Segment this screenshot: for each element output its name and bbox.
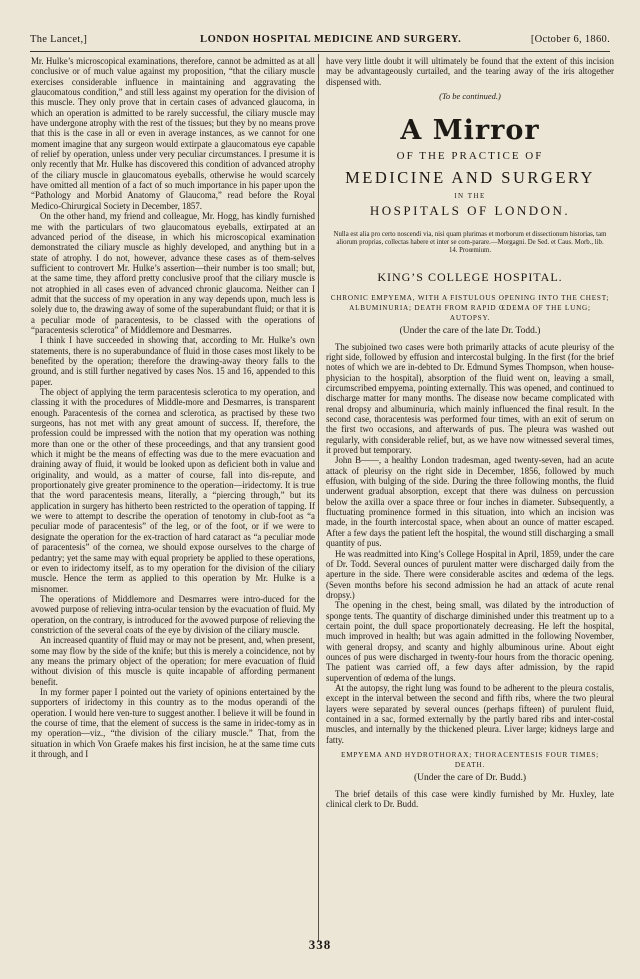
body-paragraph: I think I have succeeded in showing that, according to Mr. Hulke’s own statements, there is no superabundance of fluid in those cases most likely to be benefited by the operation; therefore the drawing-away theory falls to the ground, and is still further negatived by cases Nos. 15 and 16, appended to this paper.	[31, 335, 315, 387]
case-heading: EMPYEMA AND HYDROTHORAX; THORACENTESIS FOUR TIMES; DEATH.	[341, 751, 599, 770]
mirror-subtitle: OF THE PRACTICE OF	[396, 150, 544, 163]
header-date: [October 6, 1860.	[530, 34, 610, 45]
body-paragraph: An increased quantity of fluid may or may not be present, and, when present, some may flow by the side of the knife; but this is merely a coincidence, not by any means the primary object of the operation; for mere evacuation of fluid without division of this muscle is quite incapable of affording permanent benefit.	[31, 635, 315, 687]
case-heading: CHRONIC EMPYEMA, WITH A FISTULOUS OPENING INTO THE CHEST; ALBUMINURIA; DEATH FROM RAPID ŒDEMA OF THE LUNG; AUTOPSY.	[330, 293, 610, 322]
body-paragraph: The brief details of this case were kindly furnished by Mr. Huxley, late clinical clerk to Dr. Budd.	[326, 789, 614, 810]
mirror-hospitals: HOSPITALS OF LONDON.	[369, 203, 571, 219]
body-paragraph: The operations of Middlemore and Desmarres were intro-duced for the avowed purpose of relieving intra-ocular tension by the evacuation of fluid. My operation, on the contrary, is introduced for the avowed purpose of relieving the constriction of the several coats of the eye by division of the ciliary muscle.	[31, 593, 315, 635]
header-journal: The Lancet,]	[30, 34, 88, 45]
case-care-line: (Under the care of the late Dr. Todd.)	[399, 325, 541, 336]
body-paragraph: On the other hand, my friend and colleague, Mr. Hogg, has kindly furnished me with the particulars of two glaucomatous eyeballs, extirpated at an advanced period of the disease, in which his microscopical examination demonstrated the ciliary muscle as highly developed, and anything but in a state of atrophy. I do not, however, advance these cases as of them-selves sufficient to controvert Mr. Hulke’s assertion—their number is too small; but, at the same time, they afford pretty conclusive proof that the ciliary muscle is not atrophied in all cases even of advanced chronic glaucoma. Neither can I admit that the success of my operation in any way depends upon, much less is solely due to, the drawing away of some of the superabundant fluid; or that it is a peculiar mode of paracentesis, to be classed with the operations of “paracentesis sclerotica” of Middlemore and Desmarres.	[31, 211, 315, 335]
body-paragraph: The object of applying the term paracentesis sclerotica to my operation, and classing it with the procedures of Middle-more and Desmarres, is transparent enough. Paracentesis of the cornea and sclerotica, as practised by these two surgeons, has not met with any great amount of success. If, therefore, the profession could be impressed with the notion that my operation was nothing more than one or the other of these proceedings, and that any transient good which it might be the means of effecting was due to the mere evacuation and draining away of fluid, it would be looked upon as deficient both in value and originality, and would, as a matter of course, fall into dis-repute, and proportionately give greater prominence to the operation—iridectomy. It is true that the word paracentesis means, literally, a “piercing through,” but its application in surgery has hitherto been restricted to the operation of tapping. If we were to attempt to describe the operation of tenotomy in club-foot as “a peculiar mode of paracentesis” of the leg, or of the foot, or if we were to designate the operation for the ex-traction of hard cataract as “a peculiar mode of paracentesis” of the cornea, we should expose ourselves to the charge of pedantry; yet the same may with equal propriety be applied to these operations, or even to iridectomy itself, as to my operation for the division of the ciliary muscle. Hence the term as applied to this operation by Mr. Hulke is a misnomer.	[31, 387, 315, 594]
right-column	[326, 56, 614, 936]
body-paragraph: In my former paper I pointed out the variety of opinions entertained by the supporters of iridectomy in this country as to the modus operandi of the operation. I would here ven-ture to suggest another. I believe it will be found in the course of time, that the element of success is the same in iridec-tomy as in my operation—viz., “the division of the ciliary muscle.” That, from the situation in which Von Graefe makes his first incision, he at the same time cuts it through, and I	[31, 686, 315, 760]
body-paragraph: Mr. Hulke’s microscopical examinations, therefore, cannot be admitted as at all conclusive or of much value against my proposition, “that the ciliary muscle exercises considerable influence in maintaining and aggravating the glaucomatous condition,” and still less against my operation for the division of this muscle. They only prove that in certain cases of advanced glaucoma, in which an operation is admitted to be rarely successful, the ciliary muscle may have undergone atrophy with the rest of the tissues; but they by no means prove that this is the case in all or even in average instances, as we cannot for one moment imagine that any surgeon would extirpate a glaucomatous eye capable of relief by operation, unless under very peculiar circumstances. I presume it is only recently that Mr. Hulke has discovered this condition of advanced atrophy of the ciliary muscle in glaucomatous eyeballs, otherwise he would scarcely have omitted all mention of a fact of so much importance in his paper upon the “Pathology and Morbid Anatomy of Glaucoma,” read before the Royal Medico-Chirurgical Society in December, 1857.	[31, 56, 315, 211]
header-rule	[30, 51, 610, 52]
body-paragraph: The opening in the chest, being small, was dilated by the introduction of sponge tents. The quantity of discharge diminished under this treatment up to a certain point, the dull space proportionately decreasing. He left the hospital, much improved in health; but was again admitted in the following November, with general dropsy, and scanty and highly albuminous urine. About eight ounces of pus were discharged in twenty-four hours from the thoracic opening. The patient was carried off, a few days after admission, by the rapid supervention of œdema of the lungs.	[326, 600, 614, 683]
case-care-line: (Under the care of Dr. Budd.)	[413, 773, 527, 784]
to-be-continued: (To be continued.)	[439, 91, 501, 102]
column-divider	[318, 54, 319, 942]
left-column	[31, 56, 315, 936]
body-paragraph: have very little doubt it will ultimately be found that the extent of this incision may be advantageously curtailed, and the tearing away of the iris altogether dispensed with.	[326, 56, 614, 87]
mirror-medicine-surgery: MEDICINE AND SURGERY	[345, 168, 595, 188]
page-number: 338	[308, 937, 332, 952]
hospital-heading: KING’S COLLEGE HOSPITAL.	[377, 269, 563, 284]
body-paragraph: He was readmitted into King’s College Hospital in April, 1859, under the care of Dr. Todd. Several ounces of purulent matter were discharged daily from the aperture in the side. There were considerable ascites and œdema of the legs. (Seven months before his second admission he had an attack of acute renal dropsy.)	[326, 548, 614, 600]
mirror-title: A Mirror	[400, 115, 540, 147]
mirror-in-the: IN THE	[454, 192, 486, 201]
body-paragraph: At the autopsy, the right lung was found to be adherent to the pleura costalis, except in the interval between the second and fifth ribs, where the two pleural layers were separated by several ounces (perhaps fifteen) of purulent fluid, contained in a sac, formed externally by the partly bared ribs and inter-costal muscles, and internally by the thickened pleura. Liver large; kidneys large and fatty.	[326, 682, 614, 745]
latin-epigraph: Nulla est alia pro certo noscendi via, nisi quam plurimas et morborum et dissectionum historias, tam aliorum proprias, collectas habere et inter se com-parare.—Morgagni. De Sed. et Caus. Morb., lib. 14. Proœmium.	[333, 231, 607, 255]
header-section-title: LONDON HOSPITAL MEDICINE AND SURGERY.	[200, 34, 462, 45]
body-paragraph: The subjoined two cases were both primarily attacks of acute pleurisy of the right side, followed by effusion and intercostal bulging. In the first (for the brief notes of which we are in-debted to Dr. Edmund Symes Thompson, when house-physician to the hospital), absorption of the fluid went on, leaving a small, circumscribed empyema, pointing externally. This was opened, and continued to discharge matter for many months. The disease now became complicated with renal dropsy and albuminuria, which mainly influenced the final result. In the second case, thoracentesis was performed four times, with an exit of serum on the first two occasions, and afterwards of pus. The pleura was washed out regularly, with considerable relief, but, as we have now witnessed several times, it proved but temporary.	[326, 341, 614, 456]
running-header	[30, 34, 610, 52]
body-paragraph: John B——, a healthy London tradesman, aged twenty-seven, had an acute attack of pleurisy on the right side in December, 1856, followed by much effusion, with bulging of the side. During the three following months, the fluid underwent gradual absorption, except that there was dulness on percussion below the axilla over a space three or four inches in diameter. Subsequently, a fluctuating prominence formed in this situation, into which an incision was made, in the fourth intercostal space, when about an ounce of matter escaped. After a few days the patient left the hospital, the wound still discharging a small quantity of pus.	[326, 455, 614, 549]
